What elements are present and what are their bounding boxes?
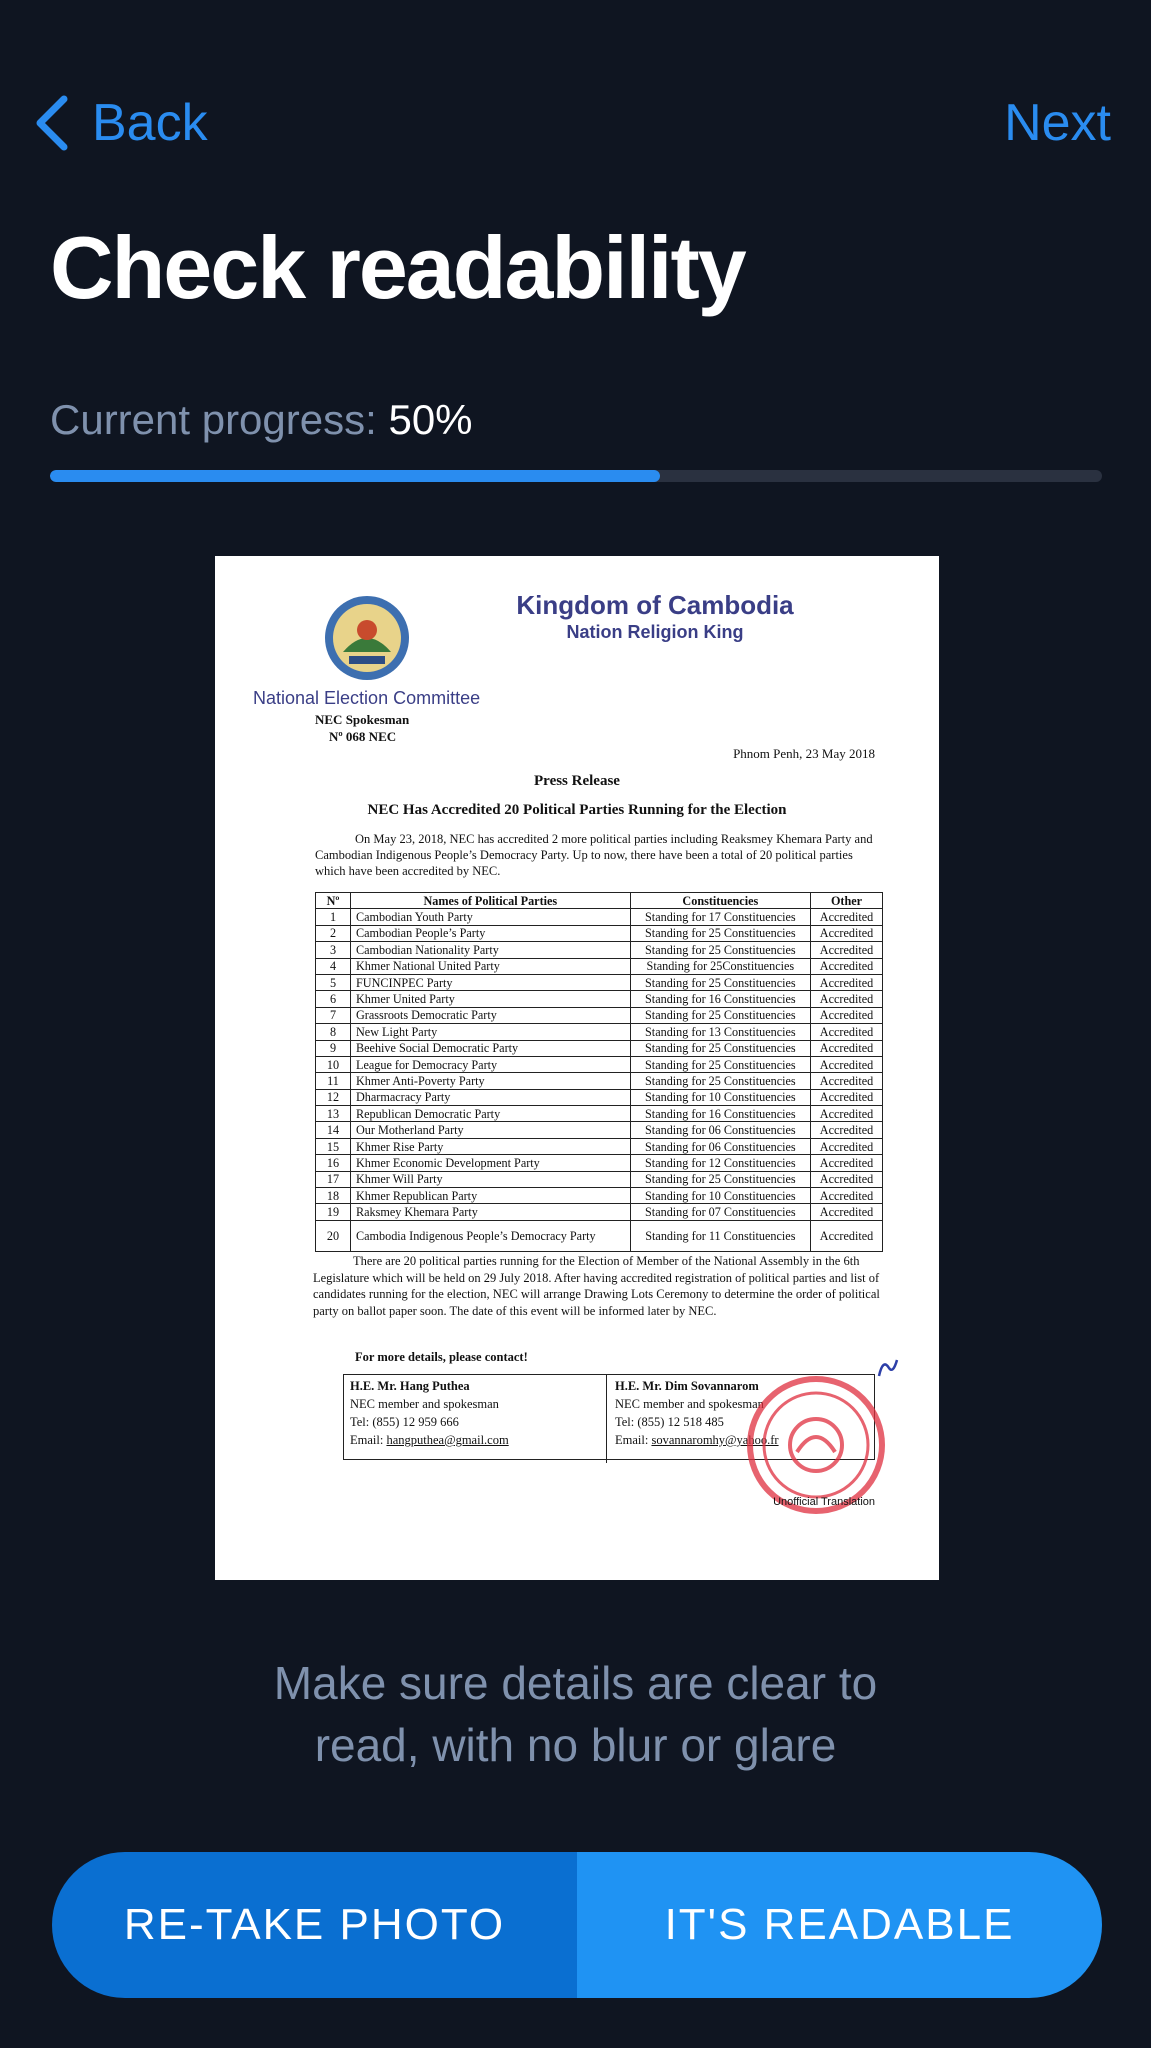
contact-2-email-label: Email:: [615, 1433, 649, 1447]
progress-bar-fill: [50, 470, 660, 482]
table-cell: 20: [316, 1220, 351, 1251]
table-cell: Standing for 25 Constituencies: [630, 925, 810, 941]
contact-1-name: H.E. Mr. Hang Puthea: [350, 1379, 470, 1393]
table-row: [316, 1007, 883, 1023]
parties-table: [315, 892, 883, 1252]
table-cell: Accredited: [811, 1220, 883, 1251]
table-cell: Khmer Will Party: [351, 1171, 631, 1187]
table-cell: 3: [316, 942, 351, 958]
table-cell: Accredited: [811, 958, 883, 974]
table-row: [316, 974, 883, 990]
table-cell: 6: [316, 991, 351, 1007]
table-cell: Standing for 06 Constituencies: [630, 1138, 810, 1154]
table-cell: Accredited: [811, 1204, 883, 1220]
table-cell: Standing for 25 Constituencies: [630, 1171, 810, 1187]
table-header-row: [316, 893, 883, 909]
table-row: [316, 1220, 883, 1251]
table-cell: Standing for 13 Constituencies: [630, 1024, 810, 1040]
contact-1: [344, 1375, 607, 1463]
table-cell: 18: [316, 1188, 351, 1204]
back-label: Back: [92, 94, 208, 152]
table-cell: 16: [316, 1155, 351, 1171]
table-cell: Accredited: [811, 1073, 883, 1089]
table-header-cell: Constituencies: [630, 893, 810, 909]
table-cell: 12: [316, 1089, 351, 1105]
progress-label: Current progress:: [50, 396, 377, 443]
contact-1-role: NEC member and spokesman: [350, 1397, 499, 1411]
table-cell: Beehive Social Democratic Party: [351, 1040, 631, 1056]
table-cell: Accredited: [811, 1155, 883, 1171]
table-row: [316, 991, 883, 1007]
contact-1-tel: Tel: (855) 12 959 666: [350, 1415, 459, 1429]
table-cell: 1: [316, 909, 351, 925]
table-cell: Standing for 07 Constituencies: [630, 1204, 810, 1220]
doc-paragraph-intro: On May 23, 2018, NEC has accredited 2 more political parties including Reaksmey Khemara Party and Cambodian Indigenous People’s Democracy Party. Up to now, there have been a total of 20 political parties which have been accredited by NEC.: [315, 832, 873, 878]
table-cell: Standing for 25 Constituencies: [630, 1040, 810, 1056]
table-cell: Cambodia Indigenous People’s Democracy Party: [351, 1220, 631, 1251]
retake-photo-button[interactable]: RE-TAKE PHOTO: [52, 1852, 577, 1998]
action-buttons: [52, 1852, 1102, 1998]
table-row: [316, 1040, 883, 1056]
table-row: [316, 958, 883, 974]
nec-emblem-logo: [323, 594, 411, 686]
table-cell: Accredited: [811, 974, 883, 990]
contact-1-email: hangputhea@gmail.com: [386, 1433, 509, 1447]
table-cell: 9: [316, 1040, 351, 1056]
doc-paragraph-election: There are 20 political parties running for the Election of Member of the National Assembly in the 6th Legislature which will be held on 29 July 2018. After having accredited registration of political parties and list of candidates running for the election, NEC will arrange Drawing Lots Ceremony to determine the order of political party on ballot paper soon. The date of this event will be informed later by NEC.: [313, 1254, 880, 1318]
table-cell: Dharmacracy Party: [351, 1089, 631, 1105]
instruction-line-2: read, with no blur or glare: [314, 1719, 837, 1771]
table-cell: Accredited: [811, 925, 883, 941]
table-cell: 19: [316, 1204, 351, 1220]
table-cell: Accredited: [811, 942, 883, 958]
table-cell: 15: [316, 1138, 351, 1154]
table-cell: Accredited: [811, 1007, 883, 1023]
table-cell: Cambodian Nationality Party: [351, 942, 631, 958]
table-cell: 10: [316, 1056, 351, 1072]
table-cell: Khmer National United Party: [351, 958, 631, 974]
table-cell: Cambodian Youth Party: [351, 909, 631, 925]
doc-number: Nº 068 NEC: [329, 729, 397, 744]
contact-2-tel: Tel: (855) 12 518 485: [615, 1415, 724, 1429]
table-cell: 14: [316, 1122, 351, 1138]
doc-headline: NEC Has Accredited 20 Political Parties Running for the Election: [367, 802, 787, 818]
table-cell: Raksmey Khemara Party: [351, 1204, 631, 1220]
page-title: Check readability: [50, 218, 745, 317]
table-cell: 5: [316, 974, 351, 990]
table-header-cell: Other: [811, 893, 883, 909]
table-cell: Khmer Anti-Poverty Party: [351, 1073, 631, 1089]
table-cell: Standing for 12 Constituencies: [630, 1155, 810, 1171]
document-preview: [215, 556, 939, 1580]
table-cell: Standing for 25Constituencies: [630, 958, 810, 974]
table-cell: Accredited: [811, 1171, 883, 1187]
table-row: [316, 1106, 883, 1122]
table-cell: New Light Party: [351, 1024, 631, 1040]
table-cell: Accredited: [811, 1040, 883, 1056]
table-row: [316, 1089, 883, 1105]
table-cell: Standing for 25 Constituencies: [630, 1007, 810, 1023]
table-cell: 4: [316, 958, 351, 974]
table-cell: Standing for 25 Constituencies: [630, 1056, 810, 1072]
official-stamp-icon: [745, 1374, 887, 1516]
table-cell: 17: [316, 1171, 351, 1187]
doc-org-name: National Election Committee: [253, 688, 481, 708]
table-cell: Accredited: [811, 1089, 883, 1105]
table-row: [316, 1155, 883, 1171]
contact-1-email-line: [350, 1431, 600, 1449]
instruction-text: [0, 1652, 1151, 1776]
contact-2-name: H.E. Mr. Dim Sovannarom: [615, 1379, 759, 1393]
table-cell: Cambodian People’s Party: [351, 925, 631, 941]
table-cell: 7: [316, 1007, 351, 1023]
back-button[interactable]: [34, 88, 208, 158]
table-cell: Republican Democratic Party: [351, 1106, 631, 1122]
chevron-left-icon: [34, 95, 68, 151]
table-cell: Khmer Republican Party: [351, 1188, 631, 1204]
table-cell: Accredited: [811, 909, 883, 925]
table-cell: Standing for 16 Constituencies: [630, 1106, 810, 1122]
table-cell: Khmer Economic Development Party: [351, 1155, 631, 1171]
table-cell: League for Democracy Party: [351, 1056, 631, 1072]
table-cell: 13: [316, 1106, 351, 1122]
table-cell: Accredited: [811, 1138, 883, 1154]
table-cell: Standing for 25 Constituencies: [630, 974, 810, 990]
table-cell: Accredited: [811, 1188, 883, 1204]
doc-unofficial-translation: Unofficial Translation: [773, 1496, 875, 1508]
table-cell: Standing for 06 Constituencies: [630, 1122, 810, 1138]
table-row: [316, 1024, 883, 1040]
doc-spokesman: NEC Spokesman: [315, 712, 410, 727]
progress-text: [50, 396, 473, 444]
table-cell: Our Motherland Party: [351, 1122, 631, 1138]
table-cell: 8: [316, 1024, 351, 1040]
table-cell: Standing for 11 Constituencies: [630, 1220, 810, 1251]
contact-2-role: NEC member and spokesman: [615, 1397, 764, 1411]
table-header-cell: Nº: [316, 893, 351, 909]
table-cell: Khmer Rise Party: [351, 1138, 631, 1154]
table-row: [316, 925, 883, 941]
table-header-cell: Names of Political Parties: [351, 893, 631, 909]
table-cell: Standing for 16 Constituencies: [630, 991, 810, 1007]
table-cell: Standing for 17 Constituencies: [630, 909, 810, 925]
progress-bar: [50, 470, 1102, 482]
progress-value: 50%: [388, 396, 473, 443]
doc-kingdom: Kingdom of Cambodia: [516, 590, 794, 620]
table-row: [316, 909, 883, 925]
table-cell: Standing for 25 Constituencies: [630, 1073, 810, 1089]
table-cell: Accredited: [811, 1122, 883, 1138]
contact-2-email: sovannaromhy@yahoo.fr: [651, 1433, 779, 1447]
table-cell: Accredited: [811, 991, 883, 1007]
table-row: [316, 1056, 883, 1072]
its-readable-button[interactable]: IT'S READABLE: [577, 1852, 1102, 1998]
instruction-line-1: Make sure details are clear to: [273, 1657, 878, 1709]
doc-more-details: For more details, please contact!: [355, 1350, 528, 1364]
table-row: [316, 1171, 883, 1187]
table-row: [316, 1138, 883, 1154]
table-cell: Standing for 25 Constituencies: [630, 942, 810, 958]
table-cell: Standing for 10 Constituencies: [630, 1188, 810, 1204]
table-cell: Standing for 10 Constituencies: [630, 1089, 810, 1105]
table-row: [316, 1204, 883, 1220]
doc-press-release: Press Release: [534, 773, 620, 789]
contact-1-email-label: Email:: [350, 1433, 384, 1447]
doc-motto: Nation Religion King: [566, 622, 744, 642]
table-cell: Accredited: [811, 1106, 883, 1122]
table-cell: Grassroots Democratic Party: [351, 1007, 631, 1023]
table-cell: Accredited: [811, 1056, 883, 1072]
table-row: [316, 942, 883, 958]
next-button[interactable]: Next: [1004, 94, 1111, 152]
table-row: [316, 1073, 883, 1089]
table-row: [316, 1122, 883, 1138]
signature-icon: [875, 1354, 901, 1382]
navigation-bar: [0, 88, 1151, 158]
table-cell: Khmer United Party: [351, 991, 631, 1007]
doc-date: Phnom Penh, 23 May 2018: [733, 746, 875, 761]
table-row: [316, 1188, 883, 1204]
table-cell: 2: [316, 925, 351, 941]
table-cell: 11: [316, 1073, 351, 1089]
table-cell: FUNCINPEC Party: [351, 974, 631, 990]
table-cell: Accredited: [811, 1024, 883, 1040]
